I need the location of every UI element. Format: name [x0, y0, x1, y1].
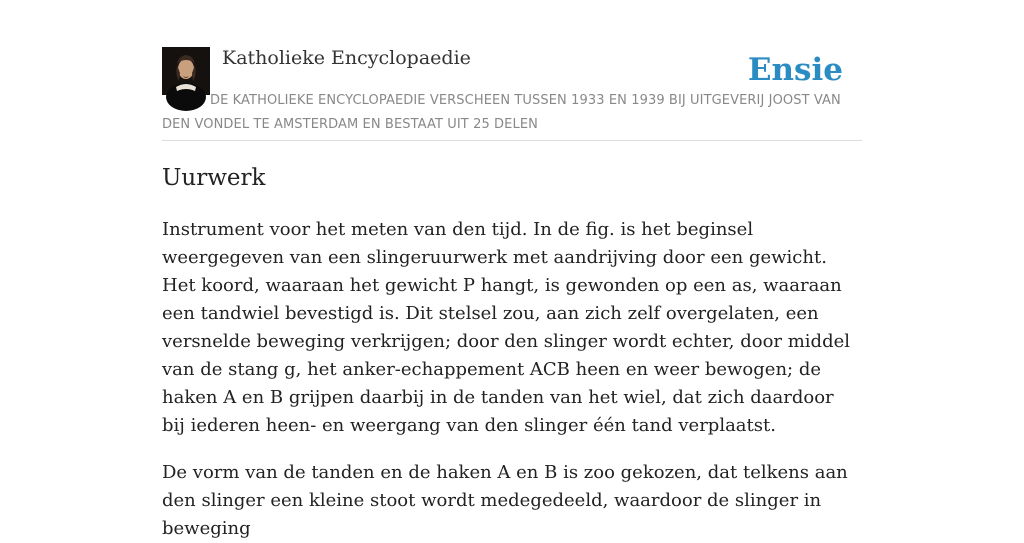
- article-paragraph: De vorm van de tanden en de haken A en B is zoo gekozen, dat telkens aan den slinger een kleine stoot wordt medegedeeld, waardoor de slinger in beweging: [162, 462, 848, 539]
- avatar[interactable]: [162, 47, 210, 95]
- site-title[interactable]: Katholieke Encyclopaedie: [222, 47, 471, 69]
- article: [162, 160, 862, 543]
- brand-logo[interactable]: Ensie: [747, 52, 843, 88]
- portrait-icon: [162, 47, 210, 95]
- site-subtitle: DE KATHOLIEKE ENCYCLOPAEDIE VERSCHEEN TUSSEN 1933 EN 1939 BIJ UITGEVERIJ JOOST VAN DEN VONDEL TE AMSTERDAM EN BESTAAT UIT 25 DELEN: [162, 93, 841, 132]
- article-paragraph: Instrument voor het meten van den tijd. In de fig. is het beginsel weergegeven van een slingeruurwerk met aandrijving door een gewicht. Het koord, waaraan het gewicht P hangt, is gewonden op een as, waaraan een tandwiel bevestigd is. Dit stelsel zou, aan zich zelf overgelaten, een versnelde beweging verkrijgen; door den slinger wordt echter, door middel van de stang g, het anker-echappement ACB heen en weer bewogen; de haken A en B grijpen daarbij in de tanden van het wiel, dat zich daardoor bij iederen heen- en weergang van den slinger één tand verplaatst.: [162, 219, 851, 436]
- site-header: [162, 46, 862, 141]
- article-title: Uurwerk: [162, 165, 266, 191]
